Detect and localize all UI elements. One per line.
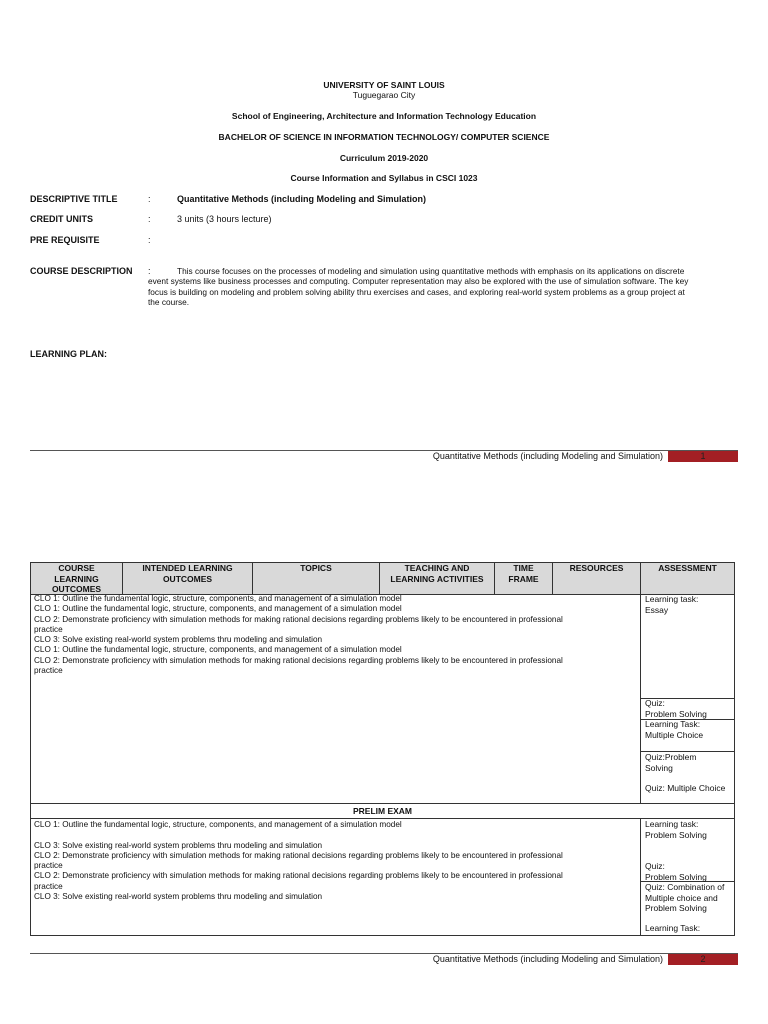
course-description-label: COURSE DESCRIPTION xyxy=(30,266,133,276)
assessment-line: Solving xyxy=(645,762,673,773)
descriptive-title-value: Quantitative Methods (including Modeling and Simulation) xyxy=(177,194,426,204)
outcome-line: CLO 2: Demonstrate proficiency with simulation methods for making rational decisions regarding problems likely to be encountered in professional xyxy=(34,614,563,624)
outcome-line: CLO 2: Demonstrate proficiency with simulation methods for making rational decisions regarding problems likely to be encountered in professional xyxy=(34,850,563,860)
assessment-quiz-problem-solving-2 xyxy=(645,752,697,773)
footer-title: Quantitative Methods (including Modeling and Simulation) xyxy=(432,954,663,964)
outcome-line: practice xyxy=(34,624,63,634)
header-course-learning-outcomes xyxy=(30,562,123,595)
outcome-line: practice xyxy=(34,666,63,676)
header-resources xyxy=(552,562,641,595)
assessment-line: Problem Solving xyxy=(645,871,707,882)
assessment-line: Learning task: xyxy=(645,819,699,829)
course-description-line: This course focuses on the processes of modeling and simulation using quantitative methods with emphasis on its applications on discrete xyxy=(177,266,685,276)
program-name: BACHELOR OF SCIENCE IN INFORMATION TECHNOLOGY/ COMPUTER SCIENCE xyxy=(218,132,550,142)
header-line: TIME xyxy=(513,563,534,573)
header-line: TEACHING AND xyxy=(404,563,470,573)
footer-title: Quantitative Methods (including Modeling and Simulation) xyxy=(432,451,663,461)
header-assessment xyxy=(640,562,735,595)
outcome-line: CLO 2: Demonstrate proficiency with simulation methods for making rational decisions regarding problems likely to be encountered in professional xyxy=(34,871,563,881)
prelim-exam-row: PRELIM EXAM xyxy=(30,803,735,819)
header-intended-learning-outcomes xyxy=(122,562,253,595)
outcome-line: practice xyxy=(34,881,63,891)
header-line: COURSE xyxy=(58,563,95,573)
course-description-line: focus is building on modeling and problem solving ability thru exercises and cases, and exploring real-world system problems as a group project at xyxy=(148,286,685,297)
curriculum-year: Curriculum 2019-2020 xyxy=(339,153,429,163)
assessment-line: Multiple Choice xyxy=(645,729,704,740)
assessment-quiz-problem-solving xyxy=(645,698,707,719)
assessment-learning-task-multiple-choice xyxy=(645,719,703,740)
university-name: UNIVERSITY OF SAINT LOUIS xyxy=(323,80,445,90)
header-line: RESOURCES xyxy=(569,563,624,573)
header-line: ASSESSMENT xyxy=(658,563,717,573)
assessment-learning-task-essay xyxy=(645,594,698,615)
header-teaching-learning-activities xyxy=(379,562,495,595)
section2-outcomes xyxy=(34,820,634,902)
colon: : xyxy=(148,194,151,204)
prerequisite-label: PRE REQUISITE xyxy=(30,235,100,245)
outcome-line: CLO 1: Outline the fundamental logic, structure, components, and management of a simulation model xyxy=(34,594,402,603)
header-line: LEARNING xyxy=(54,573,99,584)
assessment-quiz-combination xyxy=(645,882,724,914)
outcome-line: CLO 1: Outline the fundamental logic, structure, components, and management of a simulation model xyxy=(34,604,402,614)
credit-units-label: CREDIT UNITS xyxy=(30,214,93,224)
course-description-line: the course. xyxy=(148,296,190,307)
assessment-line: Essay xyxy=(645,604,669,615)
colon: : xyxy=(148,266,151,276)
university-city: Tuguegarao City xyxy=(352,90,416,100)
course-description-text xyxy=(148,266,744,307)
assessment-line: Quiz: Combination of xyxy=(645,882,725,892)
header-line: INTENDED LEARNING xyxy=(142,563,233,573)
outcome-line: CLO 1: Outline the fundamental logic, structure, components, and management of a simulation model xyxy=(34,820,402,829)
header-line: LEARNING ACTIVITIES xyxy=(390,573,484,584)
assessment-quiz-multiple-choice: Quiz: Multiple Choice xyxy=(645,783,726,793)
outcome-line: practice xyxy=(34,861,63,871)
outcome-line: CLO 3: Solve existing real-world system problems thru modeling and simulation xyxy=(34,635,323,645)
assessment-line: Quiz: xyxy=(645,698,665,708)
header-line: FRAME xyxy=(508,573,539,584)
assessment-line: Problem Solving xyxy=(645,829,707,840)
header-topics xyxy=(252,562,380,595)
header-line: OUTCOMES xyxy=(162,573,213,584)
header-line: OUTCOMES xyxy=(51,584,102,594)
credit-units-value: 3 units (3 hours lecture) xyxy=(177,214,272,224)
outcome-line: CLO 2: Demonstrate proficiency with simulation methods for making rational decisions regarding problems likely to be encountered in professional xyxy=(34,655,563,665)
assessment-learning-task-problem-solving xyxy=(645,819,707,840)
outcome-line xyxy=(34,830,634,840)
header-time-frame xyxy=(494,562,553,595)
course-description-line: event systems like business processes and computing. Computer representation may also be explored with the use of simulation software. The key xyxy=(148,276,689,287)
page-number: 2 xyxy=(668,954,738,965)
assessment-learning-task: Learning Task: xyxy=(645,923,701,933)
outcome-line: CLO 3: Solve existing real-world system problems thru modeling and simulation xyxy=(34,840,323,850)
assessment-line: Multiple choice and xyxy=(645,892,718,903)
assessment-quiz-problem-solving-3 xyxy=(645,861,707,882)
section1-outcomes xyxy=(34,594,634,676)
learning-plan-label: LEARNING PLAN: xyxy=(30,349,107,359)
colon: : xyxy=(148,235,151,245)
assessment-line: Problem Solving xyxy=(645,708,707,719)
outcome-line: CLO 1: Outline the fundamental logic, structure, components, and management of a simulation model xyxy=(34,645,402,655)
page-number: 1 xyxy=(668,451,738,462)
assessment-line: Quiz:Problem xyxy=(645,752,697,762)
course-info-title: Course Information and Syllabus in CSCI 1023 xyxy=(290,173,478,183)
descriptive-title-label: DESCRIPTIVE TITLE xyxy=(30,194,118,204)
header-line: TOPICS xyxy=(300,563,332,573)
assessment-line: Problem Solving xyxy=(645,903,707,913)
assessment-line: Quiz: xyxy=(645,861,665,871)
assessment-line: Learning task: xyxy=(645,594,699,604)
assessment-line: Learning Task: xyxy=(645,719,701,729)
outcome-line: CLO 3: Solve existing real-world system problems thru modeling and simulation xyxy=(34,892,323,902)
colon: : xyxy=(148,214,151,224)
school-name: School of Engineering, Architecture and Information Technology Education xyxy=(231,111,537,121)
